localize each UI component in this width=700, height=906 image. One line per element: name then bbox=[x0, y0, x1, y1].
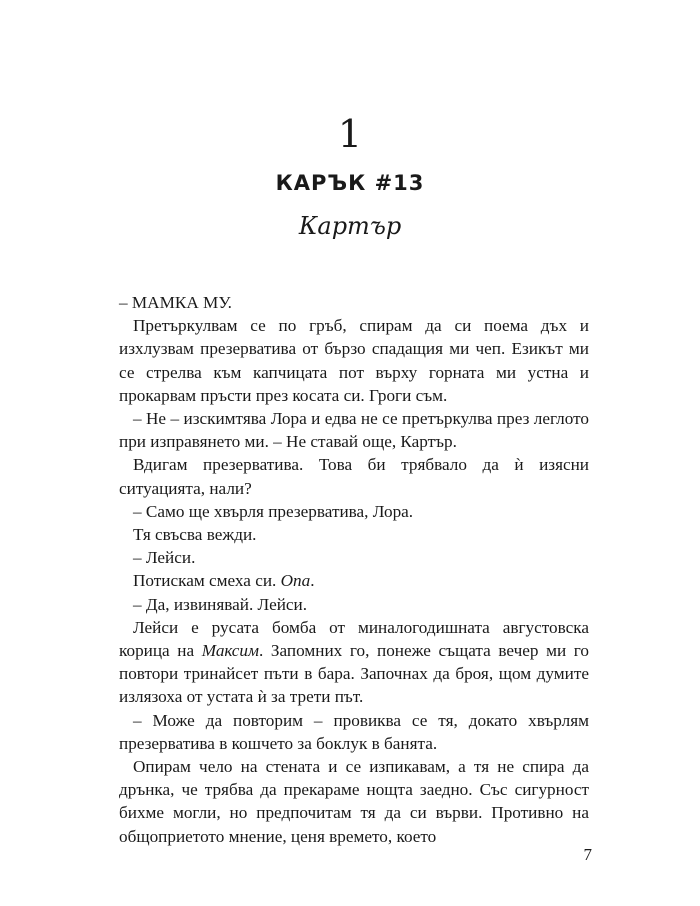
paragraph bbox=[119, 593, 589, 616]
text-segment: – Да, извинявай. Лейси. bbox=[133, 594, 308, 614]
paragraph bbox=[119, 291, 589, 314]
text-segment: – Не – изскимтява Лора и едва не се претъркулва през леглото при изправянето ми. – Не ставай още, Картър. bbox=[119, 409, 589, 452]
paragraph bbox=[119, 755, 589, 848]
text-segment: Опирам чело на стената и се изпикавам, а тя не спира да дрънка, че трябва да прекараме нощта заедно. Със сигурност бихме могли, но предпочитам тя да си върви. Противно на общоприетото мнение, ценя времето, което bbox=[119, 757, 589, 846]
italic-text: Опа bbox=[280, 571, 311, 591]
text-segment: . bbox=[310, 571, 315, 591]
paragraph bbox=[119, 453, 589, 499]
text-segment: – МАМКА МУ. bbox=[119, 293, 232, 312]
paragraph bbox=[119, 569, 589, 592]
chapter-title: КАРЪК #13 bbox=[275, 171, 425, 195]
page-number: 7 bbox=[583, 845, 592, 864]
chapter-pov-character: Картър bbox=[298, 212, 402, 240]
paragraph bbox=[119, 616, 589, 709]
paragraph bbox=[119, 314, 589, 407]
body-text bbox=[119, 291, 589, 848]
paragraph bbox=[119, 709, 589, 755]
text-segment: Потискам смеха си. bbox=[133, 571, 281, 591]
text-segment: . Запомних го, понеже същата вечер ми го повтори тринайсет пъти в бара. Започнах да броя, щом думите излязоха от устата ѝ за трети път. bbox=[119, 641, 589, 707]
chapter-number: 1 bbox=[337, 112, 363, 156]
text-segment: Вдигам презерватива. Това би трябвало да ѝ изясни ситуацията, нали? bbox=[119, 455, 589, 498]
paragraph bbox=[119, 523, 589, 546]
paragraph bbox=[119, 546, 589, 569]
paragraph bbox=[119, 407, 589, 453]
text-segment: – Само ще хвърля презерватива, Лора. bbox=[133, 501, 414, 521]
text-segment: Тя свъсва вежди. bbox=[133, 525, 257, 545]
text-segment: – Лейси. bbox=[133, 548, 196, 568]
text-segment: Лейси е русата бомба от миналогодишната августовска корица на bbox=[119, 617, 589, 661]
text-segment: Претъркулвам се по гръб, спирам да си поема дъх и изхлузвам презерватива от бързо спадащия ми чеп. Езикът ми се стрелва към капчицата пот върху горната ми устна и прокарвам пръсти през косата си. Гроги съм. bbox=[119, 316, 589, 405]
text-segment: – Може да повторим – провиква се тя, докато хвърлям презерватива в кошчето за боклук в банята. bbox=[119, 710, 589, 753]
paragraph bbox=[119, 500, 589, 523]
italic-text: Максим bbox=[201, 641, 259, 661]
